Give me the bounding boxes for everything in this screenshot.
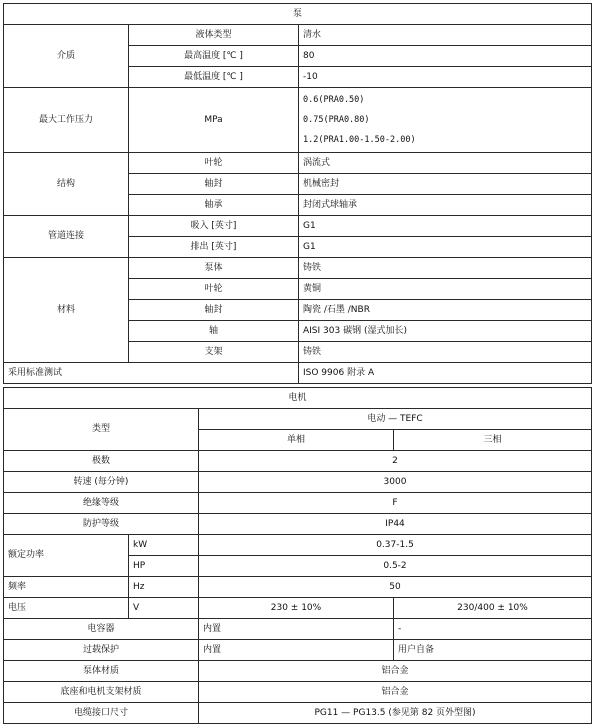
material-item: 叶轮 <box>129 279 299 300</box>
material-item: 轴 <box>129 321 299 342</box>
base-material-label: 底座和电机支架材质 <box>4 682 199 703</box>
max-temp-label: 最高温度 [℃ ] <box>129 46 299 67</box>
material-value: AISI 303 碳钢 (湿式加长) <box>299 321 592 342</box>
structure-value: 机械密封 <box>299 174 592 195</box>
power-hp-value: 0.5-2 <box>199 556 592 577</box>
motor-table-title: 电机 <box>4 388 592 409</box>
power-kw-value: 0.37-1.5 <box>199 535 592 556</box>
test-standard-value: ISO 9906 附录 A <box>299 363 592 384</box>
poles-label: 极数 <box>4 451 199 472</box>
structure-value: 封闭式球轴承 <box>299 195 592 216</box>
pipe-value: G1 <box>299 237 592 258</box>
protection-label: 防护等级 <box>4 514 199 535</box>
casing-material-value: 铝合金 <box>199 661 592 682</box>
frequency-label: 频率 <box>4 577 129 598</box>
material-label: 材料 <box>4 258 129 363</box>
pump-table-title: 泵 <box>4 4 592 25</box>
insulation-label: 绝缘等级 <box>4 493 199 514</box>
material-value: 陶瓷 /石墨 /NBR <box>299 300 592 321</box>
material-value: 黄铜 <box>299 279 592 300</box>
insulation-value: F <box>199 493 592 514</box>
structure-item: 轴封 <box>129 174 299 195</box>
pipe-value: G1 <box>299 216 592 237</box>
structure-item: 轴承 <box>129 195 299 216</box>
pressure-value: 1.2(PRA1.00-1.50-2.00) <box>303 135 416 145</box>
overload-single-phase: 内置 <box>199 640 394 661</box>
capacitor-label: 电容器 <box>4 619 199 640</box>
pressure-unit: MPa <box>129 88 299 153</box>
cable-size-value: PG11 — PG13.5 (参见第 82 页外型图) <box>199 703 592 724</box>
medium-label: 介质 <box>4 25 129 88</box>
material-item: 支架 <box>129 342 299 363</box>
motor-type-label: 类型 <box>4 409 199 451</box>
test-standard-label: 采用标准测试 <box>4 363 299 384</box>
casing-material-label: 泵体材质 <box>4 661 199 682</box>
frequency-unit: Hz <box>129 577 199 598</box>
cable-size-label: 电缆接口尺寸 <box>4 703 199 724</box>
min-temp-label: 最低温度 [℃ ] <box>129 67 299 88</box>
voltage-three-phase: 230/400 ± 10% <box>394 598 592 619</box>
capacitor-single-phase: 内置 <box>199 619 394 640</box>
material-value: 铸铁 <box>299 342 592 363</box>
motor-spec-table <box>3 387 592 724</box>
base-material-value: 铝合金 <box>199 682 592 703</box>
speed-value: 3000 <box>199 472 592 493</box>
max-temp-value: 80 <box>299 46 592 67</box>
structure-item: 叶轮 <box>129 153 299 174</box>
overload-three-phase: 用户自备 <box>394 640 592 661</box>
pressure-value: 0.75(PRA0.80) <box>303 115 370 125</box>
rated-power-label: 额定功率 <box>4 535 129 577</box>
material-item: 轴封 <box>129 300 299 321</box>
overload-label: 过载保护 <box>4 640 199 661</box>
fluid-type-value: 清水 <box>299 25 592 46</box>
pump-spec-table <box>3 3 592 384</box>
min-temp-value: -10 <box>299 67 592 88</box>
voltage-unit: V <box>129 598 199 619</box>
structure-value: 涡流式 <box>299 153 592 174</box>
max-pressure-label: 最大工作压力 <box>4 88 129 153</box>
motor-type-value: 电动 — TEFC <box>199 409 592 430</box>
material-value: 铸铁 <box>299 258 592 279</box>
structure-label: 结构 <box>4 153 129 216</box>
pressure-value: 0.6(PRA0.50) <box>303 95 365 105</box>
protection-value: IP44 <box>199 514 592 535</box>
single-phase-header: 单相 <box>199 430 394 451</box>
pipe-item: 吸入 [英寸] <box>129 216 299 237</box>
pressure-values <box>299 88 592 153</box>
pipe-item: 排出 [英寸] <box>129 237 299 258</box>
poles-value: 2 <box>199 451 592 472</box>
voltage-single-phase: 230 ± 10% <box>199 598 394 619</box>
voltage-label: 电压 <box>4 598 129 619</box>
speed-label: 转速 (每分钟) <box>4 472 199 493</box>
power-hp-unit: HP <box>129 556 199 577</box>
frequency-value: 50 <box>199 577 592 598</box>
material-item: 泵体 <box>129 258 299 279</box>
fluid-type-label: 液体类型 <box>129 25 299 46</box>
power-kw-unit: kW <box>129 535 199 556</box>
capacitor-three-phase: - <box>394 619 592 640</box>
three-phase-header: 三相 <box>394 430 592 451</box>
pipe-connection-label: 管道连接 <box>4 216 129 258</box>
